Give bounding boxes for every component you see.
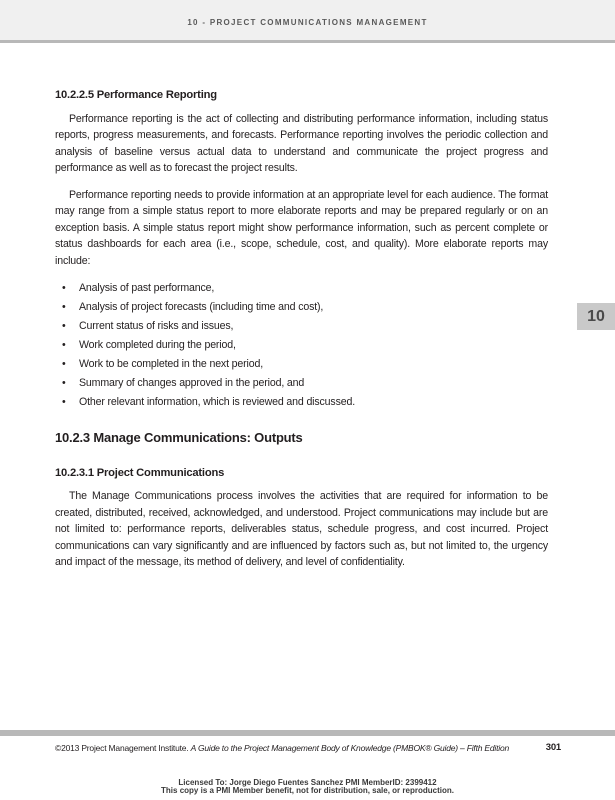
- bullet-list: [55, 279, 548, 412]
- list-item-text: Current status of risks and issues,: [79, 320, 234, 332]
- bullet-marker: •: [62, 358, 66, 370]
- section-heading-outputs: 10.2.3 Manage Communications: Outputs: [55, 430, 303, 445]
- copyright-notice: ©2013 Project Management Institute.: [55, 743, 191, 753]
- list-item-text: Other relevant information, which is reviewed and discussed.: [79, 396, 355, 408]
- footer-copyright: [55, 741, 509, 755]
- paragraph: Performance reporting is the act of collecting and distributing performance information, including status reports, progress measurements, and forecasts. Performance reporting involves the periodic collection and analysis of baseline versus actual data to understand and communicate the project progress and performance as well as to forecast the project results.: [55, 112, 548, 174]
- list-item-text: Analysis of project forecasts (including time and cost),: [79, 301, 324, 313]
- list-item-text: Work to be completed in the next period,: [79, 358, 264, 370]
- list-item-text: Summary of changes approved in the period, and: [79, 377, 305, 389]
- page-content: [55, 87, 548, 581]
- bullet-marker: •: [62, 396, 66, 408]
- list-item-text: Analysis of past performance,: [79, 282, 215, 294]
- license-notice: [0, 779, 615, 795]
- license-line-1: Licensed To: Jorge Diego Fuentes Sanchez PMI MemberID: 2399412: [178, 778, 437, 787]
- book-title: A Guide to the Project Management Body of Knowledge (PMBOK® Guide) – Fifth Edition: [190, 743, 510, 753]
- bullet-marker: •: [62, 301, 66, 313]
- bullet-marker: •: [62, 282, 66, 294]
- list-item: [62, 374, 548, 393]
- list-item: [62, 336, 548, 355]
- list-item: [62, 393, 548, 412]
- page-number: 301: [545, 742, 561, 753]
- running-header: 10 - PROJECT COMMUNICATIONS MANAGEMENT: [187, 18, 428, 27]
- list-item: [62, 317, 548, 336]
- chapter-tab: 10: [577, 303, 615, 330]
- license-line-2: This copy is a PMI Member benefit, not for distribution, sale, or reproduction.: [161, 786, 454, 795]
- list-item: [62, 279, 548, 298]
- paragraph: Performance reporting needs to provide information at an appropriate level for each audience. The format may range from a simple status report to more elaborate reports and may be prepared regularly or on an exception basis. A simple status report might show performance information, such as percent complete or status dashboards for each area (i.e., scope, schedule, cost, and quality). More elaborate reports may include:: [55, 188, 548, 267]
- list-item: [62, 355, 548, 374]
- bullet-marker: •: [62, 339, 66, 351]
- footer: [55, 741, 561, 755]
- bullet-marker: •: [62, 320, 66, 332]
- section-heading-project-communications: 10.2.3.1 Project Communications: [55, 466, 225, 479]
- footer-band: [0, 730, 615, 736]
- list-item: [62, 298, 548, 317]
- list-item-text: Work completed during the period,: [79, 339, 236, 351]
- section-heading-performance-reporting: 10.2.2.5 Performance Reporting: [55, 89, 217, 101]
- bullet-marker: •: [62, 377, 66, 389]
- paragraph: The Manage Communications process involves the activities that are required for information to be created, distributed, received, acknowledged, and understood. Project communications may include but are not limited to: performance reports, deliverables status, schedule progress, and cost incurred. Project communications can vary significantly and are influenced by factors such as, but not limited to, the urgency and impact of the message, its method of delivery, and level of confidentiality.: [55, 490, 548, 568]
